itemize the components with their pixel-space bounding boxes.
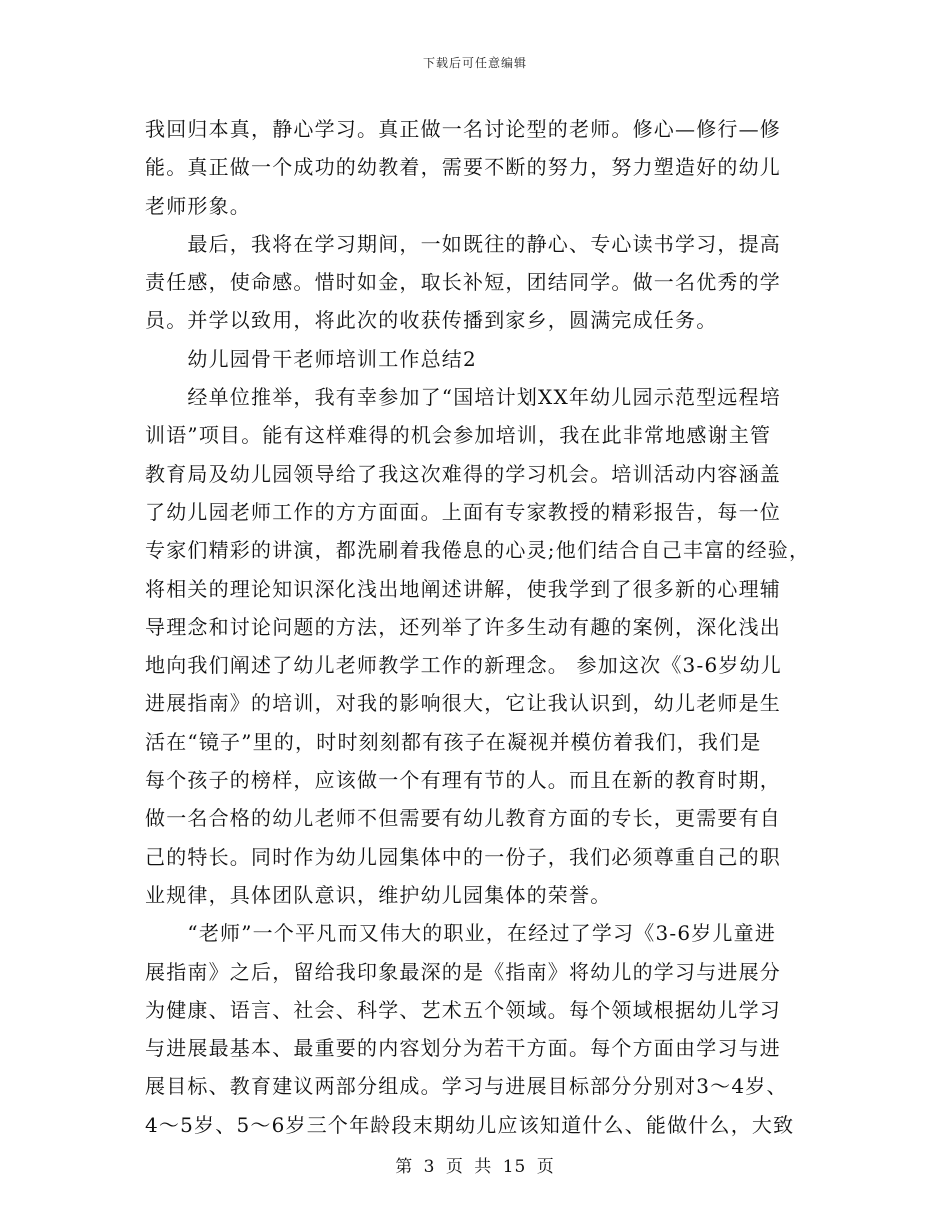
text-line: 进展指南》的培训，对我的影响很大，它让我认识到，幼儿老师是生 (145, 691, 781, 716)
document-body (145, 110, 825, 1144)
text-line: 地向我们阐述了幼儿老师教学工作的新理念。 参加这次《3-6岁幼儿 (145, 653, 782, 678)
text-line: 与进展最基本、最重要的内容划分为若干方面。每个方面由学习与进 (145, 1036, 781, 1061)
page-number-footer: 第 3 页 共 15 页 (395, 1157, 555, 1177)
text-line: 经单位推举，我有幸参加了“国培计划XX年幼儿园示范型远程培 (145, 385, 781, 410)
text-line: 老师形象。 (145, 193, 251, 218)
text-line: 做一名合格的幼儿老师不但需要有幼儿教育方面的专长，更需要有自 (145, 806, 781, 831)
text-line: 4～5岁、5～6岁三个年龄段末期幼儿应该知道什么、能做什么，大致 (145, 1112, 795, 1137)
text-line: 责任感，使命感。惜时如金，取长补短，团结同学。做一名优秀的学 (145, 270, 781, 295)
text-line: 教育局及幼儿园领导给了我这次难得的学习机会。培训活动内容涵盖 (145, 461, 781, 486)
text-line: 将相关的理论知识深化浅出地阐述讲解，使我学到了很多新的心理辅 (145, 576, 781, 601)
text-line: 每个孩子的榜样，应该做一个有理有节的人。而且在新的教育时期， (145, 768, 781, 793)
text-line: 专家们精彩的讲演，都洗刷着我倦息的心灵;他们结合自己丰富的经验， (145, 538, 811, 563)
text-line: 业规律，具体团队意识，维护幼儿园集体的荣誉。 (145, 882, 612, 907)
text-line: 为健康、语言、社会、科学、艺术五个领域。每个领域根据幼儿学习 (145, 997, 781, 1022)
text-line: 了幼儿园老师工作的方方面面。上面有专家教授的精彩报告，每一位 (145, 499, 781, 524)
text-line: 员。并学以致用，将此次的收获传播到家乡，圆满完成任务。 (145, 308, 718, 333)
text-line: “老师”一个平凡而又伟大的职业，在经过了学习《3-6岁儿童进 (145, 921, 777, 946)
text-line: 我回归本真，静心学习。真正做一名讨论型的老师。修心—修行—修 (145, 117, 781, 141)
page-header: 下载后可任意编辑 (422, 56, 527, 70)
text-line: 己的特长。同时作为幼儿园集体中的一份子，我们必须尊重自己的职 (145, 844, 781, 869)
section-heading: 幼儿园骨干老师培训工作总结2 (145, 346, 477, 371)
text-line: 活在“镜子”里的，时时刻刻都有孩子在凝视并模仿着我们，我们是 (145, 729, 762, 754)
text-line: 导理念和讨论问题的方法，还列举了许多生动有趣的案例，深化浅出 (145, 614, 781, 639)
text-line: 训语”项目。能有这样难得的机会参加培训，我在此非常地感谢主管 (145, 423, 772, 448)
text-line: 最后，我将在学习期间，一如既往的静心、专心读书学习，提高 (145, 231, 781, 256)
text-line: 能。真正做一个成功的幼教着，需要不断的努力，努力塑造好的幼儿 (145, 155, 781, 180)
text-line: 展指南》之后，留给我印象最深的是《指南》将幼儿的学习与进展分 (145, 959, 781, 984)
text-line: 展目标、教育建议两部分组成。学习与进展目标部分分别对3～4岁、 (145, 1074, 788, 1099)
